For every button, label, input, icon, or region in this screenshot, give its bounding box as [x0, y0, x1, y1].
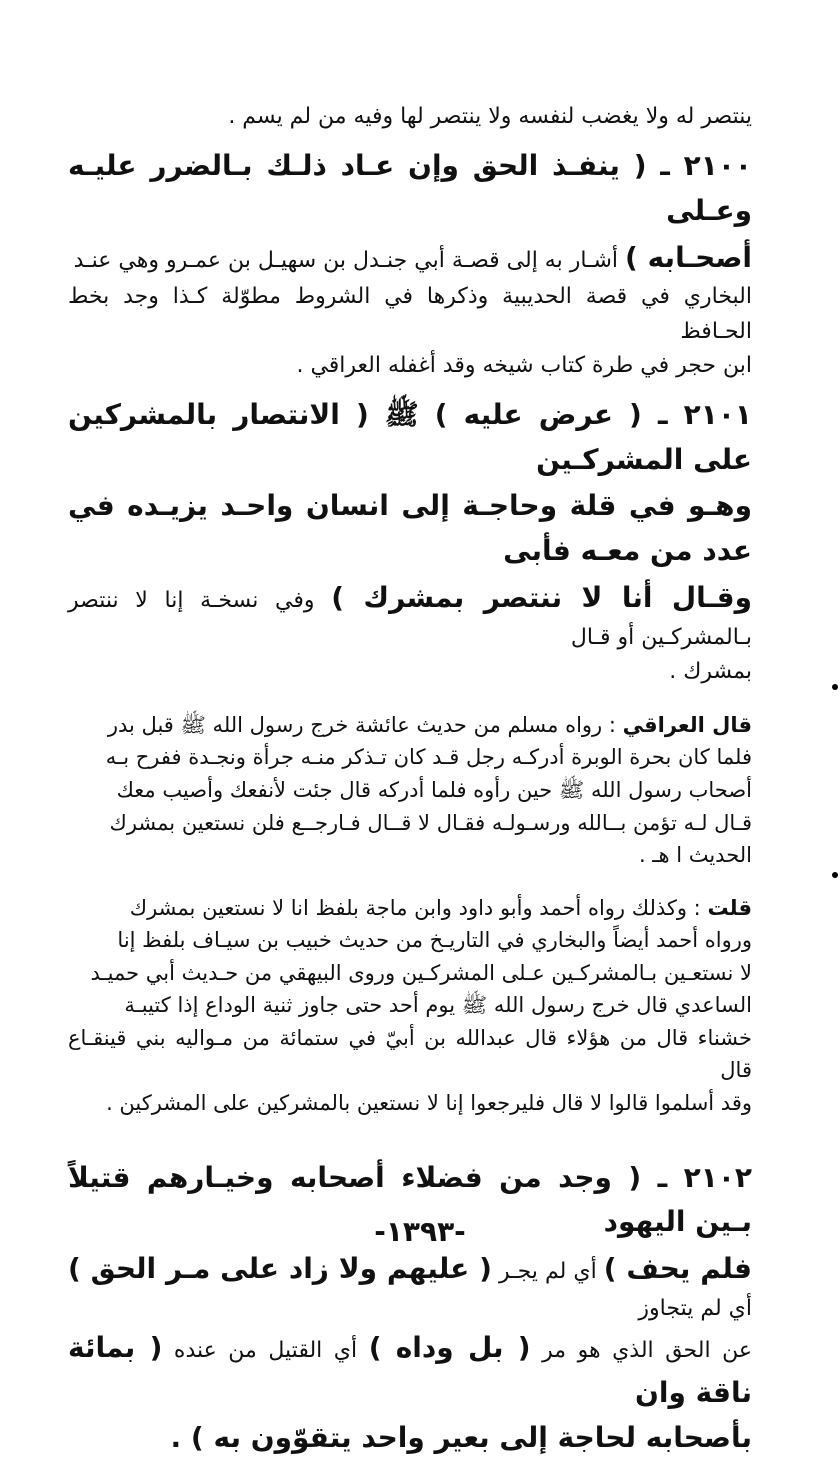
entry-2100 [68, 144, 752, 383]
entry-2102-bold-b: ( عليهم ولا زاد على مـر الحق ) [68, 1252, 492, 1286]
entry-2102-text-b: أي لم يتجاوز [638, 1295, 752, 1321]
entry-2100-line2 [68, 236, 752, 281]
entry-2101-heading-line1: ٢١٠١ ـ ( عرض عليه ) ﷺ ( الانتصار بالمشركين على المشركـين [68, 397, 752, 476]
entry-2102-bold-d: ( بمائة ناقة وان [68, 1330, 752, 1409]
entry-2101-line4: بمشرك . [669, 658, 752, 684]
qultu-line5: خشناء قال من هؤلاء قال عبدالله بن أبيّ في ستمائة من مـواليه بني قينقـاع قال [68, 1025, 752, 1083]
entry-2101-text3: وفي نسخـة إنا لا ننتصر بـالمشركـين أو قـال [68, 587, 752, 650]
entry-2100-line3: البخاري في قصة الحديبية وذكرها في الشروط مطوّلة كـذا وجد بخط الحـافظ [68, 284, 752, 344]
entry-2102 [68, 1156, 752, 1461]
entry-2101-line3 [68, 576, 752, 655]
entry-2102-line2 [68, 1247, 752, 1326]
commentary-qultu [68, 892, 752, 1120]
page-number: -١٣٩٣- [374, 1215, 466, 1248]
qultu-line4: الساعدي قال خرج رسول الله ﷺ يوم أحد حتى جاوز ثنية الوداع إذا كتيبـة [124, 993, 752, 1018]
entry-2102-bold-a: فلم يحف ) [603, 1252, 752, 1286]
qultu-line2: ورواه أحمد أيضاً والبخاري في التاريـخ من حديث خبيب بن سيـاف بلفظ إنا [117, 928, 752, 953]
entry-2102-line4: بأصحابه لحاجة إلى بعير واحد يتقوّون به ) . [170, 1420, 752, 1454]
page-body [68, 100, 752, 1462]
entry-2101-heading-line2: وهـو في قلة وحاجـة إلى انسان واحـد يزيـده في عدد من معـه فأبى [68, 489, 752, 568]
iraqi-line2: فلما كان بحرة الوبرة أدركـه رجل قـد كان تـذكر منـه جرأة ونجـدة ففرح بـه [105, 745, 752, 770]
entry-2102-text-c: عن الحق الذي هو مر [530, 1337, 752, 1363]
entry-2100-heading: ٢١٠٠ ـ ( ينفـذ الحق وإن عـاد ذلـك بـالضرر عليـه وعـلى [68, 149, 752, 227]
entry-2102-line3 [68, 1326, 752, 1416]
commentary-iraqi [68, 709, 752, 872]
entry-2101 [68, 393, 752, 689]
qultu-line3: لا نستعـين بـالمشركـين عـلى المشركـين وروى البيهقي من حـديث أبي حميـد [90, 960, 752, 985]
iraqi-text1: : رواه مسلم من حديث عائشة خرج رسول الله ﷺ قبل بدر [107, 712, 623, 737]
entry-2102-text-d: أي القتيل من عنده [162, 1337, 369, 1363]
entry-2100-line4: ابن حجر في طرة كتاب شيخه وقد أغفله العراقي . [296, 352, 752, 378]
opening-line: ينتصر له ولا يغضب لنفسه ولا ينتصر لها وفيه من لم يسم . [228, 104, 752, 129]
entry-2102-heading-line1: ٢١٠٢ ـ ( وجد من فضلاء أصحابه وخيـارهم قتيلاً بـين اليهود [68, 1160, 752, 1239]
entry-2100-heading-cont: أصحـابه ) [625, 240, 752, 274]
entry-2100-text1: أشـار به إلى قصـة أبي جنـدل بن سهيـل بن عمـرو وهي عنـد [73, 247, 626, 273]
qultu-label: قلت [707, 895, 752, 920]
margin-mark [832, 872, 838, 878]
iraqi-line1 [68, 709, 752, 742]
entry-2102-text-a: أي لم يجـر [491, 1259, 604, 1285]
qultu-text1: : وكذلك رواه أحمد وأبو داود وابن ماجة بلفظ انا لا نستعين بمشرك [129, 895, 708, 920]
entry-2101-heading-line3: وقـال أنا لا ننتصر بمشرك ) [331, 580, 752, 614]
iraqi-line5: الحديث ا هـ . [638, 843, 752, 868]
iraqi-label: قال العراقي [622, 712, 752, 737]
qultu-line6: وقد أسلموا قالوا لا قال فليرجعوا إنا لا نستعين بالمشركين على المشركين . [106, 1090, 752, 1115]
iraqi-line4: قـال لـه تؤمن بــالله ورسـولـه فقـال لا قــال فـارجــع فلن نستعين بمشرك [109, 810, 752, 835]
margin-mark [832, 684, 838, 690]
section-spacer [68, 1120, 752, 1146]
qultu-line1 [68, 892, 752, 925]
iraqi-line3: أصحاب رسول الله ﷺ حين رأوه فلما أدركه قال جئت لأنفعك وأصيب معك [116, 778, 752, 803]
entry-2102-bold-c: ( بل وداه ) [368, 1330, 531, 1364]
